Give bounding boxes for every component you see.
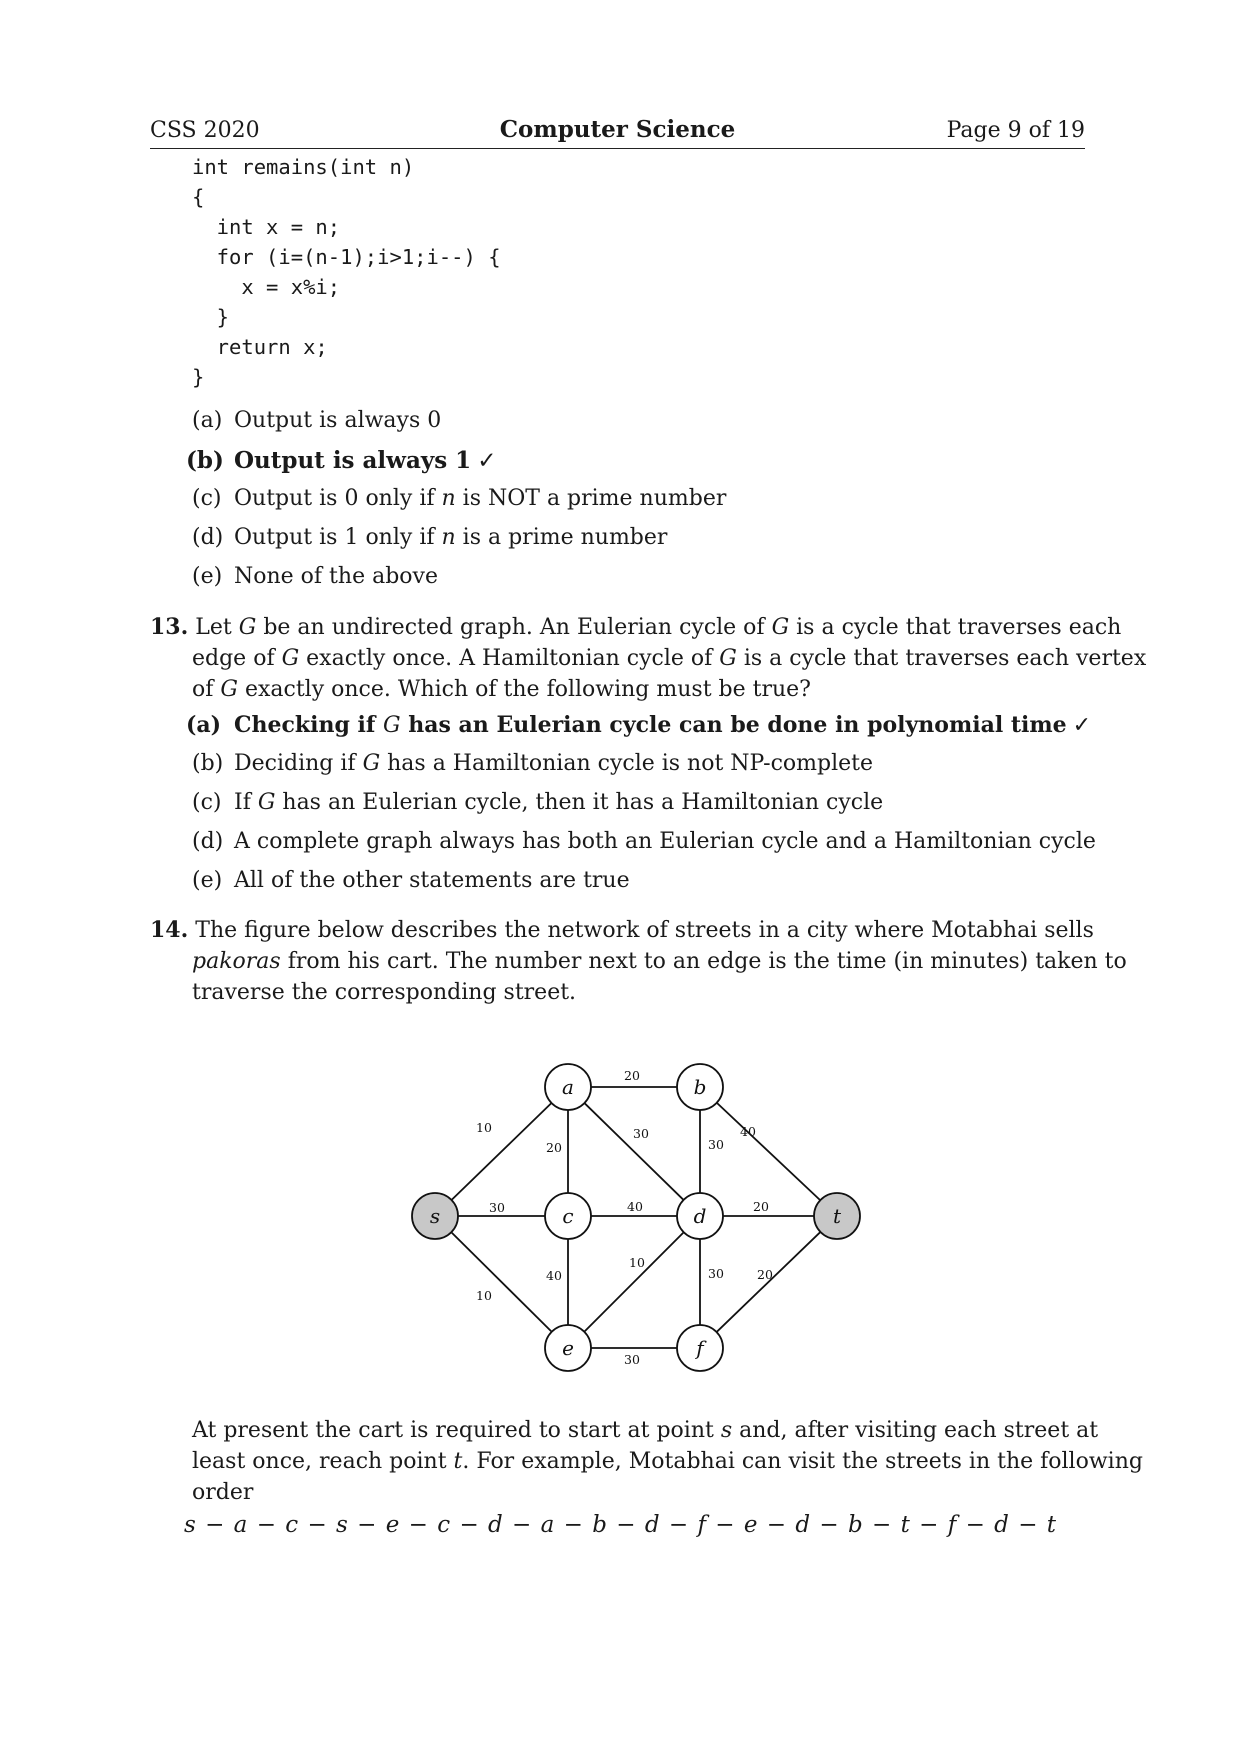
example-route: s − a − c − s − e − c − d − a − b − d − f − e − d − b − t − f − d − t bbox=[183, 1512, 1058, 1538]
code-line: int remains(int n) bbox=[192, 155, 415, 179]
option-text-pre: Output is 1 only if bbox=[234, 525, 442, 550]
node-d bbox=[677, 1193, 723, 1239]
node-label: f bbox=[696, 1336, 704, 1360]
option-text-post: is NOT a prime number bbox=[455, 486, 727, 511]
option-text-pre: Output is 0 only if bbox=[234, 486, 442, 511]
node-a bbox=[545, 1064, 591, 1110]
node-label: s bbox=[429, 1204, 441, 1228]
code-line: int x = n; bbox=[192, 215, 341, 239]
option-label: (c) bbox=[192, 790, 222, 815]
edge-weight-label: 30 bbox=[624, 1352, 640, 1367]
edge-weight-label: 30 bbox=[708, 1266, 724, 1281]
option-label: (d) bbox=[192, 525, 224, 550]
edge-s-a bbox=[452, 1103, 552, 1200]
option-text: Output is always 0 bbox=[234, 408, 442, 433]
option-label: (b) bbox=[192, 751, 224, 776]
option-label: (e) bbox=[192, 868, 223, 893]
q13-stem: 13. Let G be an undirected graph. An Eulerian cycle of G is a cycle that traverses each edge of G exactly once. A Hamiltonian cycle of G is a cycle that traverses each vertex of G exactly once. Which of the following must be true? bbox=[150, 614, 1147, 702]
option-text: Output is always 1 bbox=[234, 447, 472, 474]
edge-weight-label: 30 bbox=[708, 1137, 724, 1152]
code-block bbox=[192, 152, 501, 392]
street-network-graph bbox=[405, 1030, 885, 1395]
q14-stem: 14. The figure below describes the network of streets in a city where Motabhai sells pakoras from his cart. The number next to an edge is the time (in minutes) taken to traverse the corresponding street. bbox=[150, 917, 1127, 1005]
checkmark-icon: ✓ bbox=[477, 448, 497, 474]
question-number: 14. bbox=[150, 917, 189, 943]
code-line: x = x%i; bbox=[192, 275, 341, 299]
node-t bbox=[814, 1193, 860, 1239]
edge-weight-label: 30 bbox=[489, 1200, 505, 1215]
option-label: (a) bbox=[186, 712, 222, 738]
code-line: { bbox=[192, 185, 205, 209]
edge-weight-label: 10 bbox=[629, 1255, 645, 1270]
edge-f-t bbox=[717, 1232, 821, 1332]
node-label: d bbox=[693, 1204, 707, 1228]
option-label: (d) bbox=[192, 829, 224, 854]
page-header bbox=[150, 114, 1085, 149]
option-text: All of the other statements are true bbox=[234, 868, 630, 893]
node-label: e bbox=[562, 1336, 574, 1360]
option-label: (c) bbox=[192, 486, 222, 511]
edge-weight-label: 40 bbox=[546, 1268, 562, 1283]
code-line: } bbox=[192, 305, 230, 329]
edge-weight-label: 20 bbox=[624, 1068, 640, 1083]
subject-title: Computer Science bbox=[499, 116, 736, 143]
edge-weight-label: 30 bbox=[633, 1126, 649, 1141]
node-label: a bbox=[562, 1075, 574, 1099]
node-f bbox=[677, 1325, 723, 1371]
node-c bbox=[545, 1193, 591, 1239]
edge-weight-label: 20 bbox=[546, 1140, 562, 1155]
edge-weight-label: 20 bbox=[757, 1267, 773, 1282]
node-s bbox=[412, 1193, 458, 1239]
option-label: (b) bbox=[186, 447, 224, 474]
code-line: } bbox=[192, 365, 205, 389]
option-text: A complete graph always has both an Eulerian cycle and a Hamiltonian cycle bbox=[234, 829, 1096, 854]
checkmark-icon: ✓ bbox=[1072, 713, 1092, 738]
edge-weight-label: 40 bbox=[627, 1199, 643, 1214]
node-label: t bbox=[832, 1204, 842, 1228]
edge-s-e bbox=[451, 1232, 551, 1332]
question-number: 13. bbox=[150, 614, 189, 640]
option-text: None of the above bbox=[234, 564, 438, 589]
edge-b-t bbox=[717, 1103, 821, 1200]
closing-paragraph: At present the cart is required to start at point s and, after visiting each street at least once, reach point t. For example, Motabhai can visit the streets in the following order bbox=[192, 1418, 1143, 1505]
page-number: Page 9 of 19 bbox=[946, 118, 1085, 143]
node-b bbox=[677, 1064, 723, 1110]
code-line: for (i=(n-1);i>1;i--) { bbox=[192, 245, 501, 269]
option-label: (a) bbox=[192, 408, 223, 433]
edge-a-d bbox=[584, 1103, 683, 1200]
node-label: c bbox=[562, 1204, 574, 1228]
edge-e-d bbox=[584, 1232, 683, 1331]
edge-weight-label: 10 bbox=[476, 1288, 492, 1303]
option-var: n bbox=[441, 486, 456, 511]
code-line: return x; bbox=[192, 335, 328, 359]
exam-name: CSS 2020 bbox=[150, 118, 260, 143]
node-label: b bbox=[693, 1075, 707, 1099]
edge-weight-label: 40 bbox=[740, 1124, 756, 1139]
option-text-post: is a prime number bbox=[455, 525, 668, 550]
edge-weight-label: 10 bbox=[476, 1120, 492, 1135]
option-var: n bbox=[441, 525, 456, 550]
edge-weight-label: 20 bbox=[753, 1199, 769, 1214]
node-e bbox=[545, 1325, 591, 1371]
option-label: (e) bbox=[192, 564, 223, 589]
